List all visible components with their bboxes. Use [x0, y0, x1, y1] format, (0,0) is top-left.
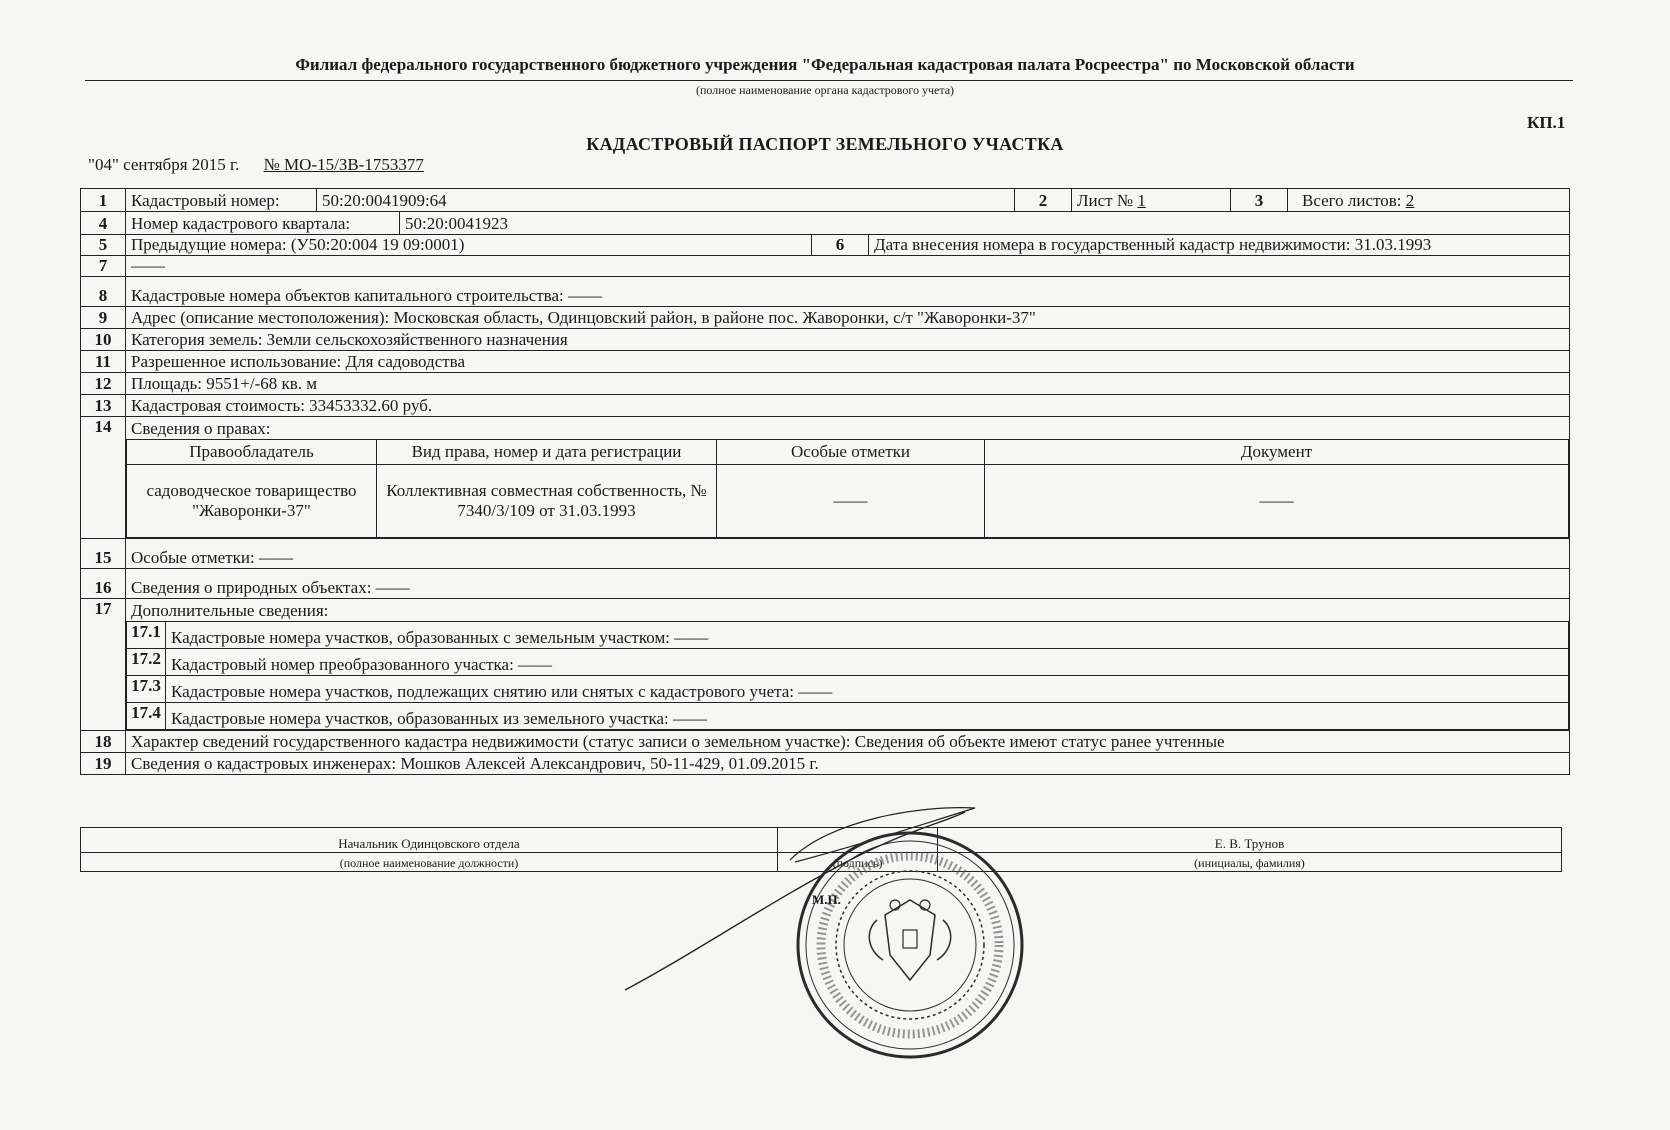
sub-row — [127, 649, 1569, 676]
sub-row — [127, 703, 1569, 730]
row-4 — [81, 212, 1570, 235]
cadastral-number-value: 50:20:0041909:64 — [317, 189, 1015, 211]
quarter-value: 50:20:0041923 — [405, 214, 508, 233]
row-7 — [81, 256, 1570, 277]
row-number: 8 — [81, 277, 126, 307]
row-number: 18 — [81, 731, 126, 753]
row-number: 16 — [81, 569, 126, 599]
rights-header-notes: Особые отметки — [717, 440, 985, 465]
row-18 — [81, 731, 1570, 753]
document-date: "04" сентября 2015 г. — [88, 155, 240, 174]
sub-row-text: Кадастровые номера участков, образованных с земельным участком: —— — [166, 622, 1569, 649]
sub-row-number: 17.3 — [127, 676, 166, 703]
rights-header-document: Документ — [985, 440, 1569, 465]
sub-row-text: Кадастровый номер преобразованного участка: —— — [166, 649, 1569, 676]
cadastral-number-label: Кадастровый номер: — [126, 189, 317, 211]
area: Площадь: 9551+/-68 кв. м — [126, 373, 1570, 395]
row-number: 7 — [81, 256, 126, 277]
row-number: 17 — [81, 599, 126, 731]
row-17 — [81, 599, 1570, 731]
row-number-2: 2 — [1015, 189, 1072, 211]
row-number: 4 — [81, 212, 126, 235]
row-16 — [81, 569, 1570, 599]
row-number-3: 3 — [1231, 189, 1288, 211]
row-number-6: 6 — [812, 235, 869, 255]
address: Адрес (описание местоположения): Московская область, Одинцовский район, в районе пос. Жаворонки, с/т "Жаворонки-37" — [126, 307, 1570, 329]
land-category: Категория земель: Земли сельскохозяйственного назначения — [126, 329, 1570, 351]
rights-notes: —— — [717, 465, 985, 538]
sub-row — [127, 622, 1569, 649]
record-status: Характер сведений государственного кадастра недвижимости (статус записи о земельном участке): Сведения об объекте имеют статус ранее учтенные — [126, 731, 1570, 753]
row-12 — [81, 373, 1570, 395]
rights-header-type: Вид права, номер и дата регистрации — [377, 440, 717, 465]
row-number: 14 — [81, 417, 126, 539]
row-number: 1 — [81, 189, 126, 212]
row-number: 12 — [81, 373, 126, 395]
row-13 — [81, 395, 1570, 417]
special-notes: Особые отметки: —— — [126, 539, 1570, 569]
sheet-label: Лист № — [1077, 191, 1134, 210]
organization-name: Филиал федерального государственного бюджетного учреждения "Федеральная кадастровая палата Росреестра" по Московской области — [295, 55, 1355, 74]
row-14 — [81, 417, 1570, 539]
row-number: 11 — [81, 351, 126, 373]
row-9 — [81, 307, 1570, 329]
row-15 — [81, 539, 1570, 569]
row-number: 15 — [81, 539, 126, 569]
organization-underline — [85, 80, 1573, 81]
sheet-cell — [1072, 189, 1231, 211]
official-seal — [785, 820, 1035, 1070]
rights-header-holder: Правообладатель — [127, 440, 377, 465]
row-number: 19 — [81, 753, 126, 775]
permitted-use: Разрешенное использование: Для садоводства — [126, 351, 1570, 373]
sub-row-text: Кадастровые номера участков, образованных из земельного участка: —— — [166, 703, 1569, 730]
total-sheets-label: Всего листов: — [1302, 191, 1402, 210]
document-title: КАДАСТРОВЫЙ ПАСПОРТ ЗЕМЕЛЬНОГО УЧАСТКА — [586, 134, 1064, 154]
rights-type: Коллективная совместная собственность, № 7340/3/109 от 31.03.1993 — [377, 465, 717, 538]
organization-caption: (полное наименование органа кадастрового учета) — [695, 83, 955, 97]
row-7-value: —— — [126, 256, 1570, 277]
row-number: 10 — [81, 329, 126, 351]
row-1 — [81, 189, 1570, 212]
row-10 — [81, 329, 1570, 351]
total-sheets-value: 2 — [1405, 191, 1415, 210]
row-11 — [81, 351, 1570, 373]
row-5 — [81, 235, 1570, 256]
rights-holder: садоводческое товарищество "Жаворонки-37" — [127, 465, 377, 538]
document-date-line — [88, 155, 424, 175]
rights-table — [126, 439, 1569, 538]
form-code: КП.1 — [1527, 113, 1566, 132]
sheet-value: 1 — [1137, 191, 1146, 210]
signature-caption: (подпись) — [778, 853, 938, 872]
sub-row-text: Кадастровые номера участков, подлежащих снятию или снятых с кадастрового учета: —— — [166, 676, 1569, 703]
sub-row — [127, 676, 1569, 703]
sub-row-number: 17.1 — [127, 622, 166, 649]
document-number: № МО-15/ЗВ-1753377 — [263, 155, 424, 174]
sub-row-number: 17.2 — [127, 649, 166, 676]
total-sheets-cell — [1288, 189, 1569, 211]
official-name: Е. В. Трунов — [938, 828, 1562, 853]
row-number: 13 — [81, 395, 126, 417]
name-caption: (инициалы, фамилия) — [938, 853, 1562, 872]
row-number: 5 — [81, 235, 126, 256]
rights-document: —— — [985, 465, 1569, 538]
row-19 — [81, 753, 1570, 775]
passport-table — [80, 188, 1570, 775]
quarter-label: Номер кадастрового квартала: — [126, 212, 400, 234]
position-caption: (полное наименование должности) — [81, 853, 778, 872]
row-8 — [81, 277, 1570, 307]
natural-objects: Сведения о природных объектах: —— — [126, 569, 1570, 599]
official-position: Начальник Одинцовского отдела — [81, 828, 778, 853]
sub-row-number: 17.4 — [127, 703, 166, 730]
cadastral-engineers: Сведения о кадастровых инженерах: Мошков Алексей Александрович, 50-11-429, 01.09.2015 г. — [126, 753, 1570, 775]
additional-info-heading: Дополнительные сведения: — [131, 601, 329, 620]
row-number: 9 — [81, 307, 126, 329]
seal-place-label: М.П. — [812, 892, 841, 907]
rights-heading: Сведения о правах: — [131, 419, 271, 438]
entry-date: Дата внесения номера в государственный кадастр недвижимости: 31.03.1993 — [874, 235, 1432, 254]
additional-info-table — [126, 621, 1569, 730]
capital-construction-numbers: Кадастровые номера объектов капитального строительства: —— — [126, 277, 1570, 307]
cadastral-value: Кадастровая стоимость: 33453332.60 руб. — [126, 395, 1570, 417]
previous-numbers: Предыдущие номера: (У50:20:004 19 09:0001) — [126, 235, 812, 255]
